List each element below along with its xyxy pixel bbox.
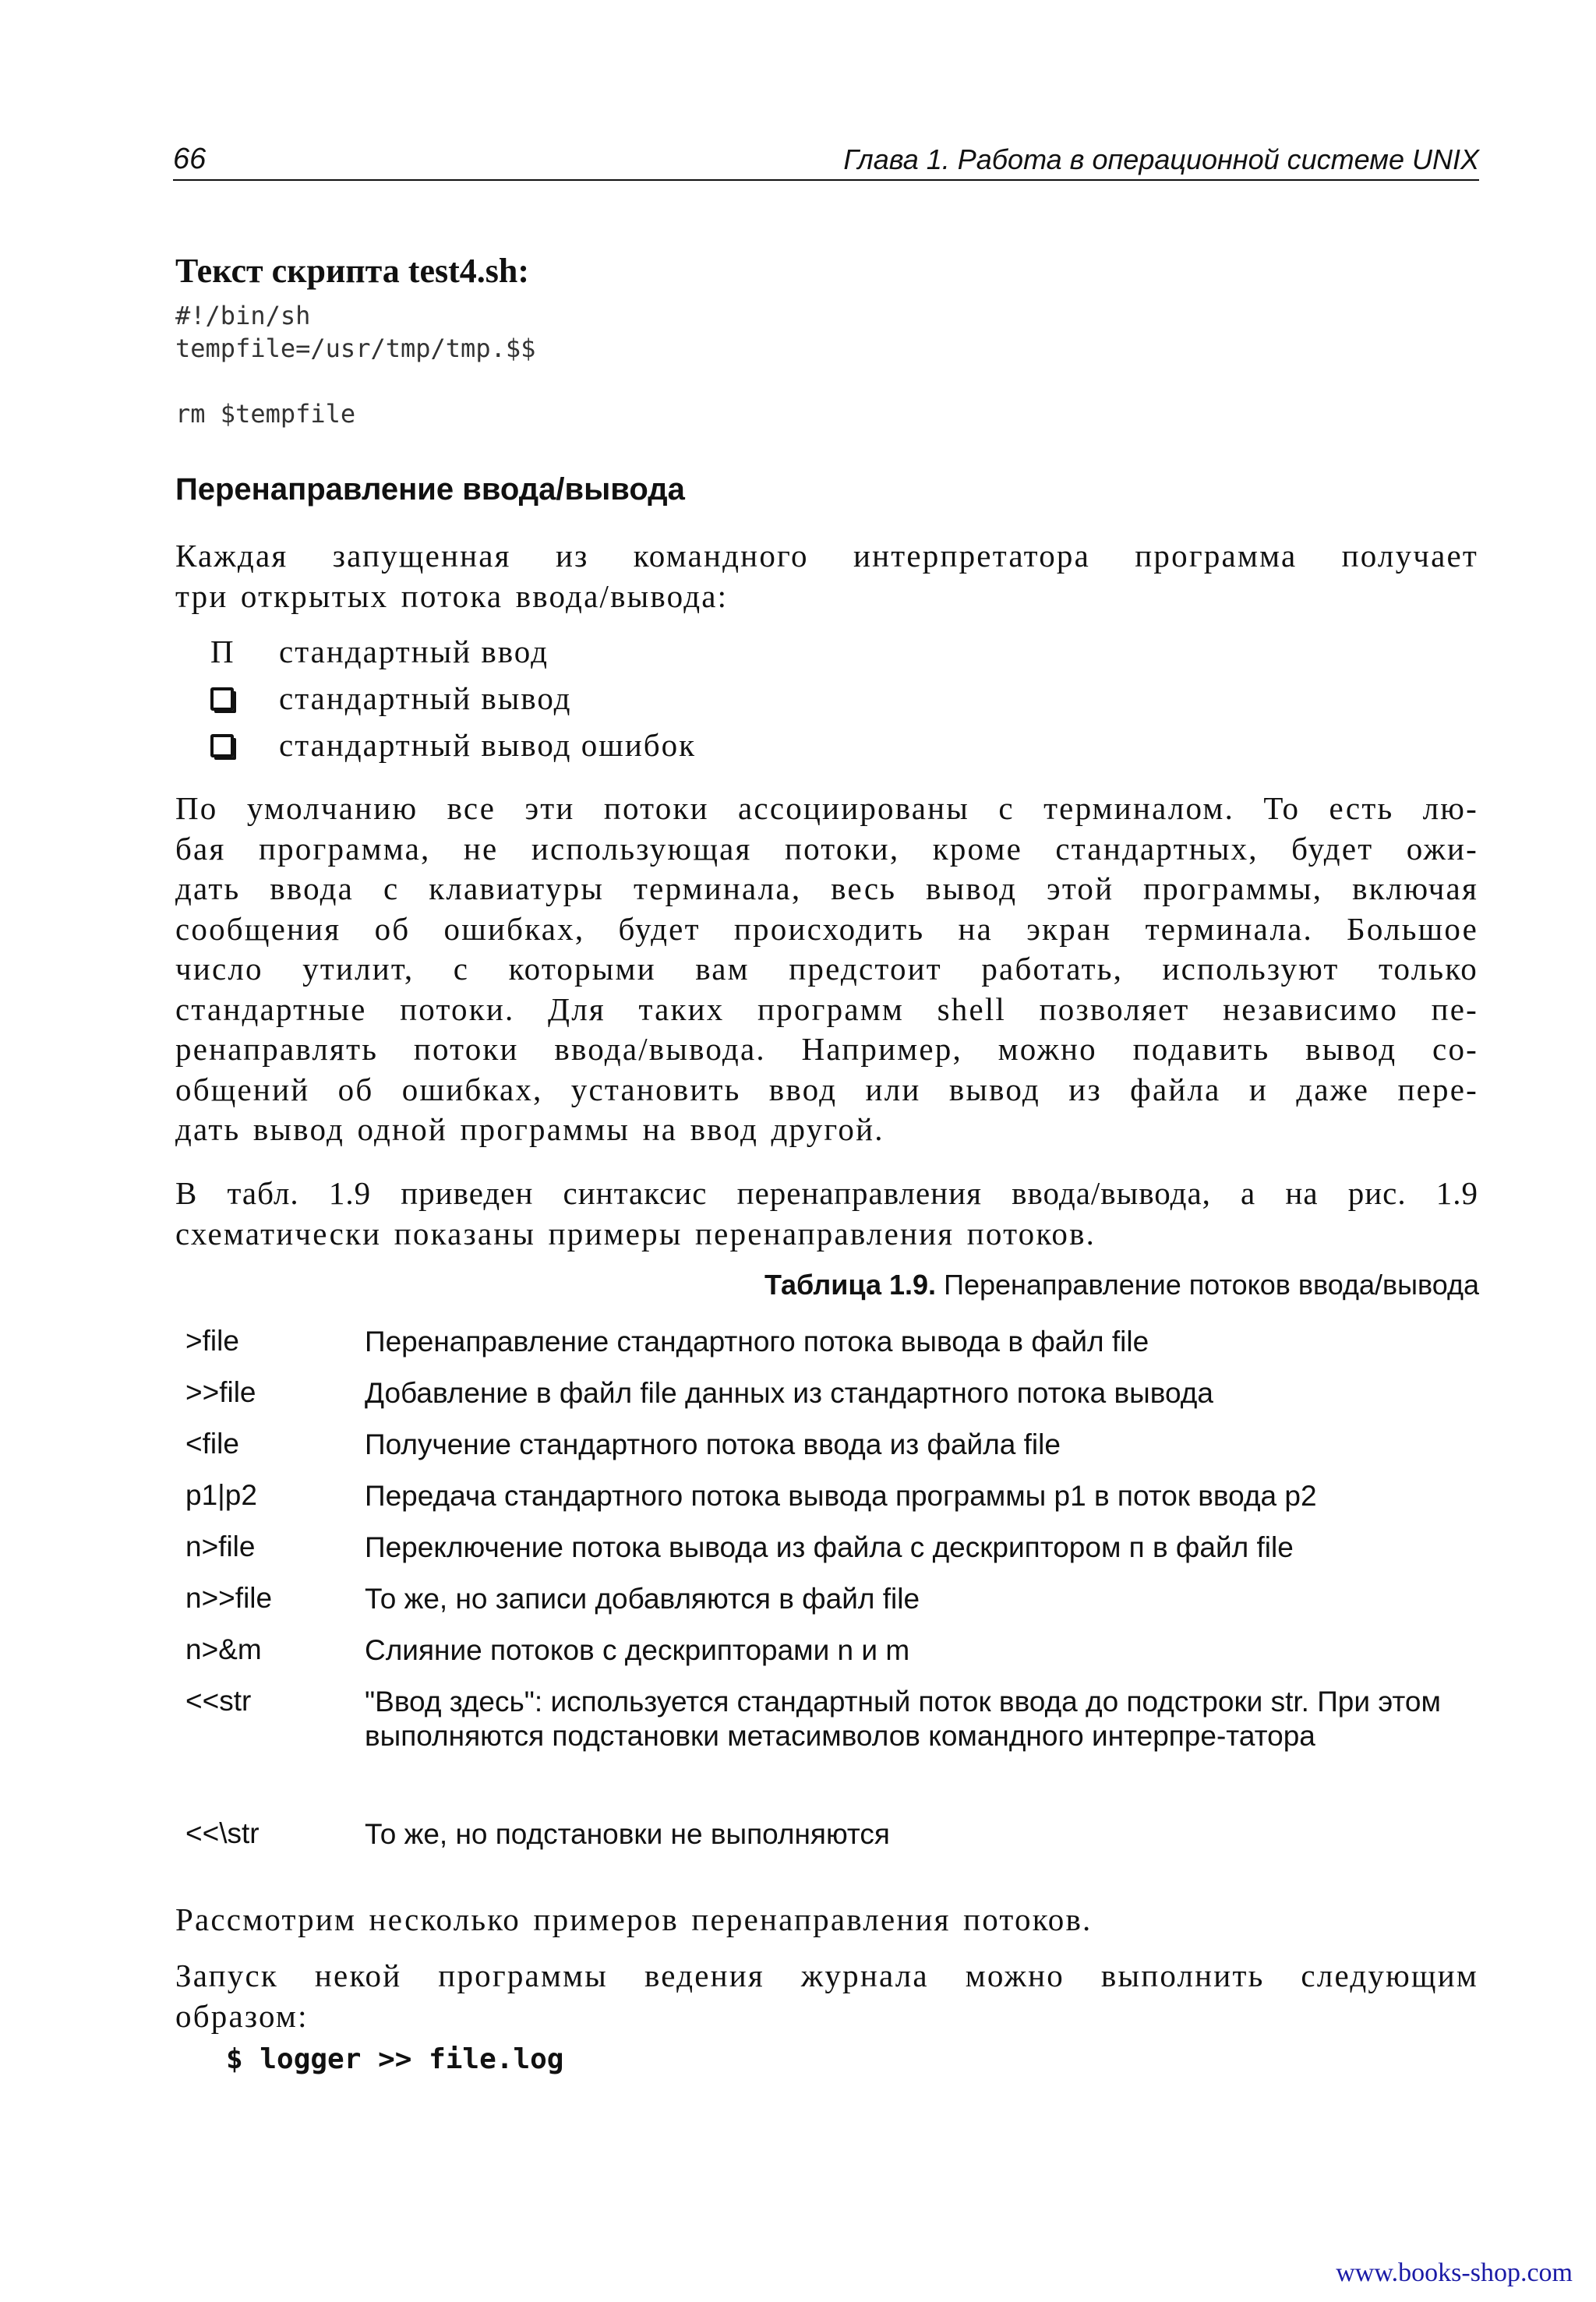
list-item-text: стандартный вывод ошибок bbox=[279, 727, 697, 763]
list-item-text: стандартный вывод bbox=[279, 680, 572, 716]
logger-paragraph bbox=[175, 1956, 1478, 2036]
paragraph-line: Рассмотрим несколько примеров перенаправления потоков. bbox=[175, 1901, 1093, 1937]
paragraph-line: бая программа, не использующая потоки, кроме стандартных, будет ожи- bbox=[175, 830, 1478, 867]
paragraph-line: стандартные потоки. Для таких программ shell позволяет независимо пе- bbox=[175, 990, 1478, 1027]
code-line: rm $tempfile bbox=[175, 399, 356, 429]
paragraph-line: сообщения об ошибках, будет происходить на экран терминала. Большое bbox=[175, 910, 1478, 947]
operator-cell: p1|p2 bbox=[185, 1479, 257, 1511]
description-cell: Добавление в файл file данных из стандартного потока вывода bbox=[365, 1377, 1213, 1409]
paragraph-line: дать ввода с клавиатуры терминала, весь вывод этой программы, включая bbox=[175, 870, 1478, 906]
paragraph-line: ренаправлять потоки ввода/вывода. Например, можно подавить вывод со- bbox=[175, 1031, 1478, 1067]
page-number: 66 bbox=[173, 143, 207, 175]
paragraph-line: три открытых потока ввода/вывода: bbox=[175, 577, 729, 614]
running-head bbox=[173, 139, 1479, 181]
paragraph-line: дать вывод одной программы на ввод другой. bbox=[175, 1111, 885, 1147]
checkbox-bullet-icon bbox=[210, 722, 245, 770]
paragraph-line: число утилит, с которыми вам предстоит работать, используют только bbox=[175, 951, 1478, 987]
bullet-mark: П bbox=[210, 634, 235, 669]
description-cell: То же, но подстановки не выполняются bbox=[365, 1818, 890, 1850]
table-caption bbox=[764, 1269, 1479, 1301]
paragraph-line: В табл. 1.9 приведен синтаксис перенаправления ввода/вывода, а на рис. 1.9 bbox=[175, 1175, 1478, 1211]
list-item-text: стандартный ввод bbox=[279, 634, 549, 669]
code-line: #!/bin/sh bbox=[175, 301, 311, 330]
description-cell: Получение стандартного потока ввода из файла file bbox=[365, 1428, 1061, 1460]
table-caption-label: Таблица 1.9. bbox=[764, 1269, 937, 1301]
description-cell: То же, но записи добавляются в файл file bbox=[365, 1583, 920, 1615]
operator-cell: >file bbox=[185, 1325, 239, 1357]
command-line: $ logger >> file.log bbox=[226, 2043, 564, 2075]
code-line: tempfile=/usr/tmp/tmp.$$ bbox=[175, 334, 536, 363]
operator-cell: <<str bbox=[185, 1685, 252, 1717]
description-cell: Переключение потока вывода из файла с дескриптором п в файл file bbox=[365, 1531, 1294, 1563]
operator-cell: n>file bbox=[185, 1531, 256, 1562]
operator-cell: n>&m bbox=[185, 1633, 262, 1665]
description-cell: Передача стандартного потока вывода программы p1 в поток ввода p2 bbox=[365, 1480, 1317, 1512]
paragraph-line: общений об ошибках, установить ввод или вывод из файла и даже пере- bbox=[175, 1071, 1478, 1107]
intro-paragraph bbox=[175, 536, 1478, 616]
checkbox-bullet-icon bbox=[210, 675, 245, 723]
operator-cell: <file bbox=[185, 1428, 239, 1460]
paragraph-line: По умолчанию все эти потоки ассоциированы с терминалом. То есть лю- bbox=[175, 790, 1478, 826]
operator-cell: >>file bbox=[185, 1376, 256, 1408]
table-caption-text: Перенаправление потоков ввода/вывода bbox=[944, 1269, 1479, 1301]
paragraph-line: образом: bbox=[175, 1997, 309, 2034]
table-intro-paragraph bbox=[175, 1174, 1478, 1254]
examples-intro bbox=[175, 1900, 1478, 1940]
paragraph-line: Запуск некой программы ведения журнала можно выполнить следующим bbox=[175, 1958, 1478, 1993]
description-cell: "Ввод здесь": используется стандартный поток ввода до подстроки str. При этом выполняются подстановки метасимволов командного интерпре-татора bbox=[365, 1686, 1441, 1752]
paragraph-line: Каждая запущенная из командного интерпретатора программа получает bbox=[175, 538, 1478, 574]
description-cell: Слияние потоков с дескрипторами n и m bbox=[365, 1634, 910, 1666]
script-heading: Текст скрипта test4.sh: bbox=[175, 252, 530, 290]
body-paragraph bbox=[175, 789, 1478, 1150]
footer-url: www.books-shop.com bbox=[1336, 2258, 1573, 2287]
description-cell: Перенаправление стандартного потока вывода в файл file bbox=[365, 1326, 1149, 1358]
section-title: Перенаправление ввода/вывода bbox=[175, 472, 685, 507]
operator-cell: n>>file bbox=[185, 1582, 273, 1614]
chapter-title: Глава 1. Работа в операционной системе UNIX bbox=[839, 143, 1479, 176]
paragraph-line: схематически показаны примеры перенаправления потоков. bbox=[175, 1215, 1096, 1252]
operator-cell: <<\str bbox=[185, 1817, 260, 1849]
